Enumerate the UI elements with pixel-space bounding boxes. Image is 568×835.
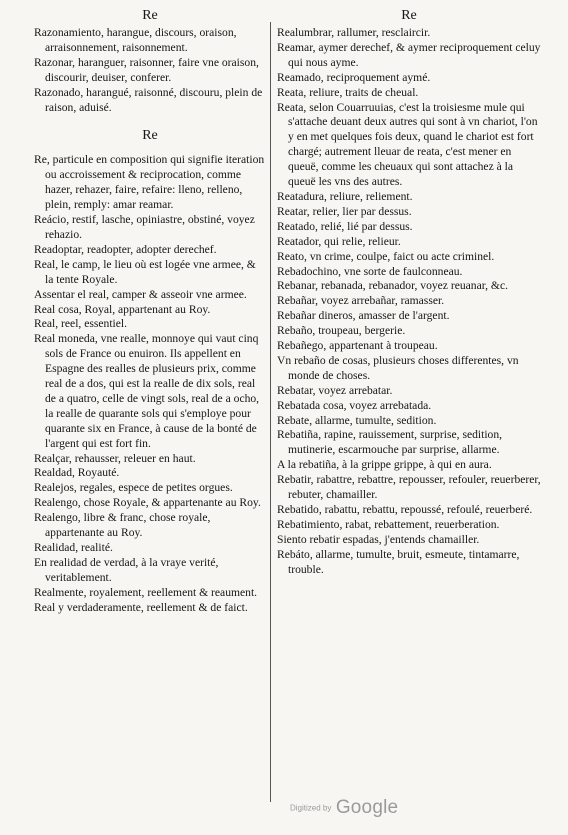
dictionary-entry: Rebatir, rabattre, rebattre, repousser, refouler, reuerberer, rebuter, chamailler. [277,473,541,502]
left-running-head: Re [142,8,158,23]
dictionary-entry: Realejos, regales, espece de petites orgues. [34,481,233,495]
dictionary-entry: En realidad de verdad, à la vraye verité, veritablement. [34,555,219,584]
dictionary-entry: Rebatido, rabattu, rebattu, repoussé, refoulé, reuerberé. [277,503,533,516]
dictionary-entry: Razonado, harangué, raisonné, discouru, plein de raison, aduisé. [34,85,263,114]
dictionary-entry: Reatado, relié, lié par dessus. [277,219,413,233]
left-column [34,8,266,616]
dictionary-entry: Reatadura, reliure, reliement. [277,189,413,203]
dictionary-entry: Realidad, realité. [34,541,113,554]
dictionary-entry: Razonar, haranguer, raisonner, faire vne oraison, discourir, deuiser, conferer. [34,55,259,84]
dictionary-entry: Reata, selon Couarruuias, c'est la troisiesme mule qui s'attache deuant deux autres qui sont à vn chariot, l'on y en met quelques fois deux, quand le chariot est fort chargé; autrement lleuar de reata, c'est mener en queuë, comme les cheuaux qui sont attachez à la queuë les vns des autres. [277,100,538,189]
dictionary-entry: Realçar, rehausser, releuer en haut. [34,451,196,465]
dictionary-entry: Rebatimiento, rabat, rebattement, reuerberation. [277,517,500,531]
dictionary-entry: Rebate, allarme, tumulte, sedition. [277,413,437,427]
dictionary-entry: Rebañar dineros, amasser de l'argent. [277,309,450,323]
digitized-by-google-watermark [290,797,398,819]
dictionary-entry: Reato, vn crime, coulpe, faict ou acte criminel. [277,249,495,263]
dictionary-entry: Rebatada cosa, voyez arrebatada. [277,398,432,412]
dictionary-entry: Reamar, aymer derechef, & aymer reciproquement celuy qui nous ayme. [277,40,541,69]
dictionary-entry: Re, particule en composition qui signifie iteration ou accroissement & reciprocation, comme hazer, rehazer, faire, refaire: lleno, relleno, plein, remply: amar reamar. [34,153,265,212]
right-column [277,8,541,578]
dictionary-entry: A la rebatiña, à la grippe grippe, à qui en aura. [277,458,492,472]
dictionary-entry: Realengo, libre & franc, chose royale, appartenante au Roy. [34,511,211,540]
dictionary-entry: Reácio, restif, lasche, opiniastre, obstiné, voyez rehazio. [34,213,255,241]
dictionary-entry: Reatador, qui relie, relieur. [277,234,401,248]
right-running-head: Re [401,8,417,23]
dictionary-entry: Realdad, Royauté. [34,466,120,480]
dictionary-entry: Real y verdaderamente, reellement & de faict. [34,600,248,614]
dictionary-entry: Reata, reliure, traits de cheual. [277,85,419,99]
dictionary-entry: Rebanar, rebanada, rebanador, voyez reuanar, &c. [277,279,508,293]
column-divider [270,22,271,802]
dictionary-entry: Razonamiento, harangue, discours, oraison, arraisonnement, raisonnement. [34,26,237,54]
section-heading: Re [142,128,158,144]
google-logo: Google [335,797,399,818]
dictionary-entry: Real, le camp, le lieu où est logée vne armee, & la tente Royale. [34,257,256,286]
dictionary-entry: Rebañar, voyez arrebañar, ramasser. [277,294,445,308]
dictionary-entry: Rebaño, troupeau, bergerie. [277,324,406,338]
dictionary-entry: Vn rebaño de cosas, plusieurs choses differentes, vn monde de choses. [277,353,519,382]
dictionary-entry: Real cosa, Royal, appartenant au Roy. [34,302,211,316]
dictionary-entry: Reamado, reciproquement aymé. [277,70,431,84]
dictionary-entry: Rebatar, voyez arrebatar. [277,383,393,397]
dictionary-entry: Siento rebatir espadas, j'entends chamailler. [277,532,480,546]
dictionary-entry: Real, reel, essentiel. [34,317,128,331]
dictionary-entry: Realumbrar, rallumer, resclaircir. [277,26,431,39]
dictionary-entry: Realmente, royalement, reellement & reaument. [34,585,258,599]
dictionary-entry: Real moneda, vne realle, monnoye qui vaut cinq sols de France ou enuiron. Ils appellent en Espagne des realles de plusieurs prix, comme real de a dos, qui est la realle de dix sols, real de a quatro, celle de vingt sols, real de a ocho, la realle de quarante sols qui s'employe pour quarante six en France, à cause de la bonté de l'argent qui est fort fin. [34,332,260,450]
dictionary-entry: Readoptar, readopter, adopter derechef. [34,242,217,256]
dictionary-entry: Rebatiña, rapine, rauissement, surprise, sedition, mutinerie, escarmouche par surprise, allarme. [277,428,503,457]
dictionary-entry: Reatar, relier, lier par dessus. [277,204,412,218]
dictionary-entry: Rebañego, appartenant à troupeau. [277,339,438,353]
digitized-label: Digitized by [290,803,332,813]
dictionary-entry: Rebáto, allarme, tumulte, bruit, esmeute, tintamarre, trouble. [277,547,520,576]
dictionary-entry: Realengo, chose Royale, & appartenante au Roy. [34,496,261,510]
dictionary-entry: Rebadochino, vne sorte de faulconneau. [277,264,463,278]
dictionary-entry: Assentar el real, camper & asseoir vne armee. [34,287,247,301]
